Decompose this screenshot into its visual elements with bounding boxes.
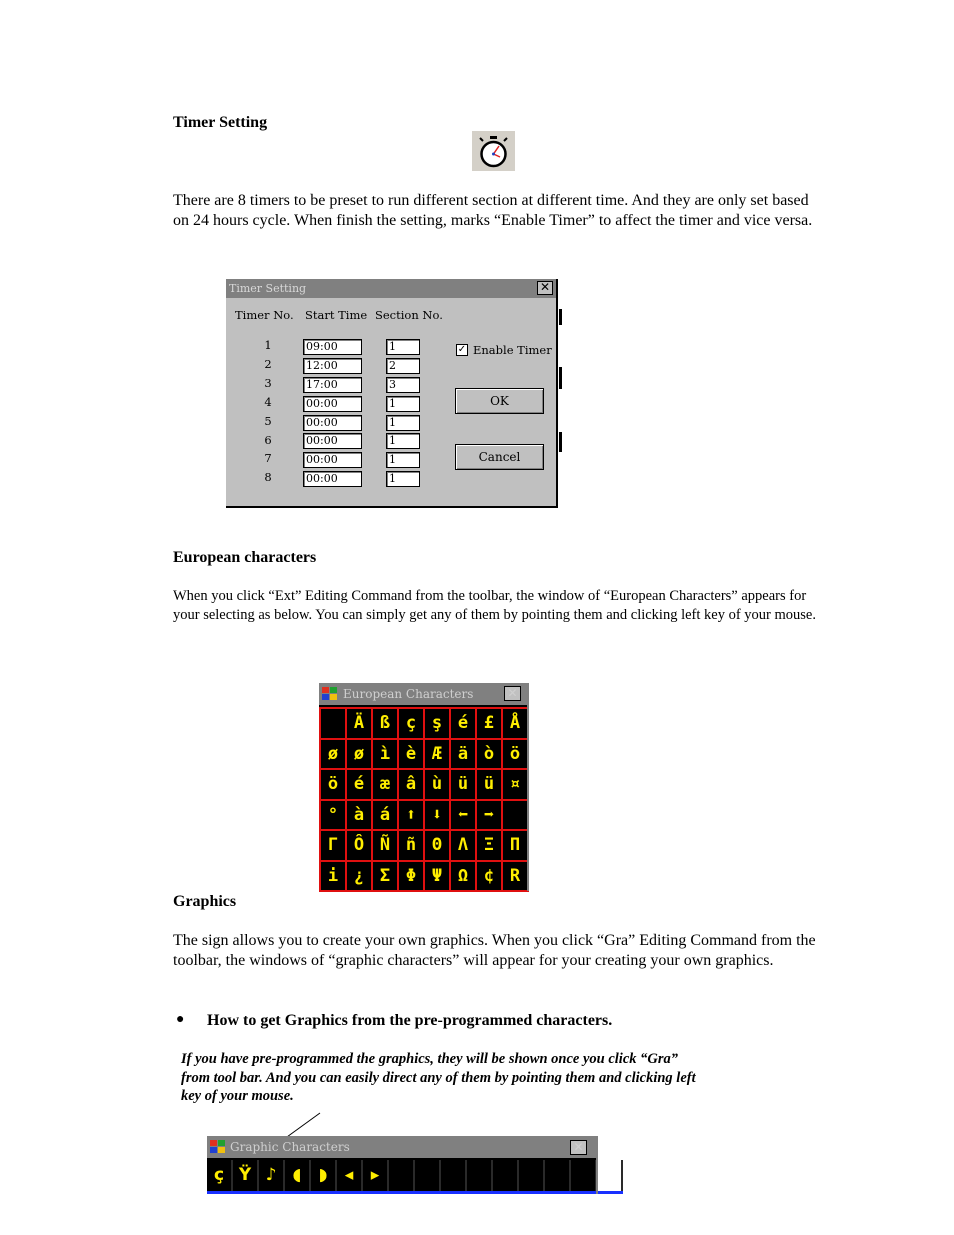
european-char-cell[interactable]: R [503,862,529,893]
graphics-note: If you have pre-programmed the graphics, they will be shown once you click “Gra” from tool bar. And you can easily direct any of them by pointing them and clicking left key of your mouse. [181,1051,696,1104]
window-border [596,1136,598,1194]
section-number-input[interactable]: 1 [386,339,420,355]
start-time-input[interactable]: 00:00 [303,452,362,468]
european-char-cell[interactable]: ç [399,709,425,740]
dialog-edge-mark [559,432,562,452]
graphic-char-cell[interactable] [389,1160,415,1191]
european-char-cell[interactable]: ä [451,740,477,771]
graphic-character-row [207,1160,623,1194]
stopwatch-icon [472,131,515,171]
european-char-cell[interactable] [503,801,529,832]
timer-number: 4 [264,395,272,409]
european-char-cell[interactable]: Ω [451,862,477,893]
european-char-cell[interactable]: ° [321,801,347,832]
graphic-char-cell[interactable] [571,1160,597,1191]
graphic-char-cell[interactable]: ◗ [311,1160,337,1191]
european-char-cell[interactable]: Ξ [477,831,503,862]
graphic-char-cell[interactable]: ç [207,1160,233,1191]
european-char-cell[interactable]: Π [503,831,529,862]
european-char-cell[interactable]: ø [321,740,347,771]
european-char-cell[interactable]: ñ [399,831,425,862]
section-number-input[interactable]: 1 [386,433,420,449]
european-char-cell[interactable]: i [321,862,347,893]
timer-setting-heading: Timer Setting [173,114,268,131]
graphic-char-cell[interactable] [597,1160,623,1191]
bullet-icon: ● [176,1012,185,1027]
european-description: When you click “Ext” Editing Command from the toolbar, the window of “European Characters” appears for your selecting as below. You can simply get any of them by pointing them and clicking left key of your mouse. [173,588,816,623]
european-char-cell[interactable]: Γ [321,831,347,862]
european-char-cell[interactable]: £ [477,709,503,740]
european-char-cell[interactable]: ì [373,740,399,771]
european-char-cell[interactable]: Λ [451,831,477,862]
start-time-input[interactable]: 00:00 [303,471,362,487]
dialog-edge-mark [559,309,562,325]
european-char-cell[interactable]: ü [477,770,503,801]
european-char-cell[interactable]: é [347,770,373,801]
european-characters-heading: European characters [173,549,317,566]
european-char-cell[interactable]: ⬇ [425,801,451,832]
european-char-cell[interactable]: Ψ [425,862,451,893]
timer-number: 3 [264,376,272,390]
close-button[interactable]: ✕ [537,281,553,295]
european-character-grid [319,707,529,892]
start-time-input[interactable]: 00:00 [303,433,362,449]
section-number-input[interactable]: 1 [386,415,420,431]
european-characters-window [319,683,529,891]
enable-timer-label: Enable Timer [473,343,552,357]
col-header-section-no: Section No. [375,308,443,322]
graphics-bullet-text: How to get Graphics from the pre-programmed characters. [207,1012,613,1029]
close-button[interactable]: ✕ [570,1140,587,1155]
graphic-char-cell[interactable] [493,1160,519,1191]
section-number-input[interactable]: 2 [386,358,420,374]
graphics-description: The sign allows you to create your own graphics. When you click “Gra” Editing Command from the toolbar, the windows of “graphic characters” will appear for your creating your own graphics. [173,932,816,969]
graphics-heading: Graphics [173,893,237,910]
dialog-title-bar[interactable] [226,279,556,298]
graphic-char-cell[interactable] [467,1160,493,1191]
graphic-characters-window [207,1136,598,1194]
graphic-char-cell[interactable]: ▸ [363,1160,389,1191]
european-char-cell[interactable]: Å [503,709,529,740]
european-char-cell[interactable]: ß [373,709,399,740]
european-char-cell[interactable]: ş [425,709,451,740]
european-char-cell[interactable]: ö [503,740,529,771]
european-char-cell[interactable]: ò [477,740,503,771]
european-char-cell[interactable]: ¤ [503,770,529,801]
window-title: European Characters [343,687,474,701]
timer-number: 6 [264,433,272,447]
european-char-cell[interactable]: ù [425,770,451,801]
european-char-cell[interactable]: ü [451,770,477,801]
european-char-cell[interactable]: Σ [373,862,399,893]
close-button[interactable]: ✕ [504,686,521,701]
graphic-char-cell[interactable]: ◖ [285,1160,311,1191]
european-char-cell[interactable]: Ô [347,831,373,862]
window-title-bar[interactable] [319,683,527,705]
graphic-char-cell[interactable] [519,1160,545,1191]
windows-logo-icon [210,1140,226,1154]
enable-timer-checkbox[interactable]: ✓ [457,344,467,355]
timer-number: 5 [264,414,272,428]
section-number-input[interactable]: 3 [386,377,420,393]
graphic-char-cell[interactable] [545,1160,571,1191]
start-time-input[interactable]: 00:00 [303,396,362,412]
col-header-start-time: Start Time [305,308,368,322]
european-char-cell[interactable]: é [451,709,477,740]
european-char-cell[interactable]: ⬆ [399,801,425,832]
european-char-cell[interactable]: ö [321,770,347,801]
cancel-button[interactable]: Cancel [455,444,544,470]
dialog-edge-mark [559,367,562,389]
start-time-input[interactable]: 00:00 [303,415,362,431]
section-number-input[interactable]: 1 [386,396,420,412]
european-char-cell[interactable]: ➡ [477,801,503,832]
european-char-cell[interactable]: Φ [399,862,425,893]
graphic-char-cell[interactable] [441,1160,467,1191]
timer-number: 7 [264,451,272,465]
window-title-bar[interactable] [207,1136,596,1158]
european-char-cell[interactable]: ¿ [347,862,373,893]
european-char-cell[interactable]: ⬅ [451,801,477,832]
european-char-cell[interactable]: ø [347,740,373,771]
european-char-cell[interactable]: à [347,801,373,832]
window-title: Graphic Characters [230,1140,350,1154]
start-time-input[interactable]: 17:00 [303,377,362,393]
timer-number: 8 [264,470,272,484]
section-number-input[interactable]: 1 [386,471,420,487]
timer-description: There are 8 timers to be preset to run different section at different time. And they are only set based on 24 hours cycle. When finish the setting, marks “Enable Timer” to affect the timer and vice versa. [173,192,813,229]
timer-setting-dialog [226,279,558,508]
start-time-input[interactable]: 09:00 [303,339,362,355]
section-number-input[interactable]: 1 [386,452,420,468]
dialog-title: Timer Setting [229,282,307,295]
start-time-input[interactable]: 12:00 [303,358,362,374]
european-char-cell[interactable] [321,709,347,740]
european-char-cell[interactable]: Ä [347,709,373,740]
graphic-char-cell[interactable]: Ÿ [233,1160,259,1191]
european-char-cell[interactable]: æ [373,770,399,801]
european-char-cell[interactable]: è [399,740,425,771]
timer-number: 1 [264,338,272,352]
european-char-cell[interactable]: ¢ [477,862,503,893]
graphic-char-cell[interactable]: ◂ [337,1160,363,1191]
window-border [527,683,529,891]
windows-logo-icon [322,687,338,701]
ok-button[interactable]: OK [455,388,544,414]
graphic-char-cell[interactable] [415,1160,441,1191]
european-char-cell[interactable]: Ñ [373,831,399,862]
european-char-cell[interactable]: Æ [425,740,451,771]
european-char-cell[interactable]: â [399,770,425,801]
graphic-char-cell[interactable]: ♪ [259,1160,285,1191]
european-char-cell[interactable]: Θ [425,831,451,862]
timer-number: 2 [264,357,272,371]
european-char-cell[interactable]: á [373,801,399,832]
col-header-timer-no: Timer No. [235,308,294,322]
